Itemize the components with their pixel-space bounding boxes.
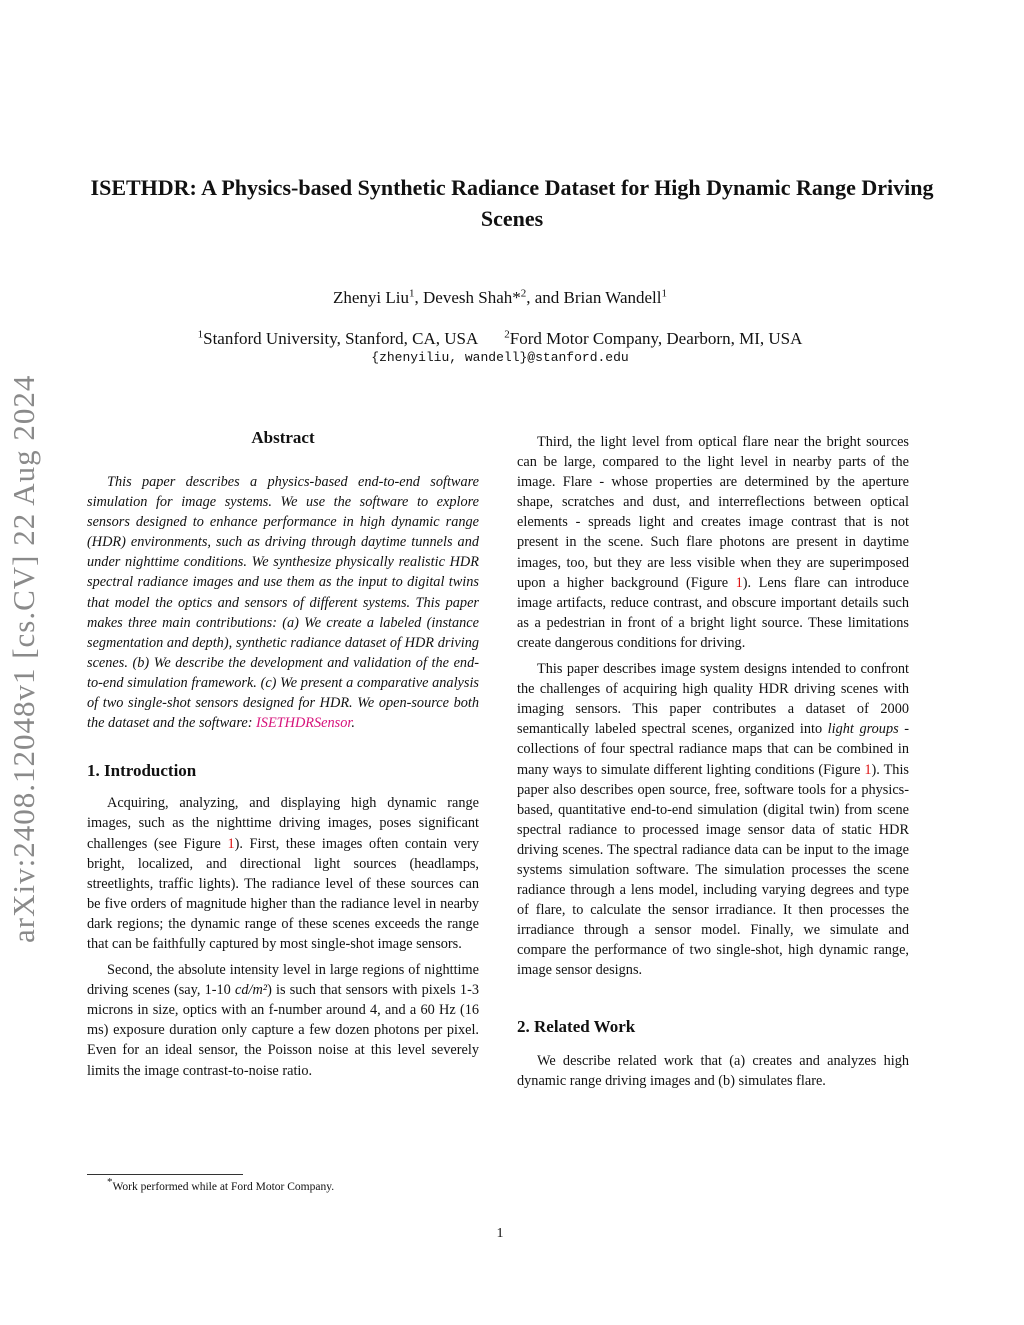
author-name: Zhenyi Liu [333, 288, 410, 307]
author-email: {zhenyiliu, wandell}@stanford.edu [371, 350, 629, 365]
author-affiliation-mark: 1 [661, 287, 667, 300]
related-work-heading: 2. Related Work [517, 1016, 636, 1036]
affiliation-mark: 1 [197, 328, 204, 341]
abstract-body: This paper describes a physics-based end-to-end software simulation for image systems. We use the software to explore sensors designed to enhance performance in high dynamic range (HDR) environments, such as driving through daytime tunnels and under nighttime conditions. We synthesize physically realistic HDR spectral radiance images and use them as the input to digital twins that model the optics and sensors of different systems. This paper makes three main contributions: (a) We create a labeled (instance segmentation and depth), synthetic radiance dataset of HDR driving scenes. (b) We describe the development and validation of the end-to-end simulation framework. (c) We present a comparative analysis of two single-shot sensors designed for HDR. We open-source both the dataset and the software: [87, 474, 479, 732]
isethdrsensor-link[interactable]: ISETHDRSensor [256, 715, 352, 732]
author-affiliation-mark: 1 [409, 287, 415, 300]
arxiv-identifier: arXiv:2408.12048v1 [cs.CV] 22 Aug 2024 [6, 374, 41, 943]
author-name: Brian Wandell [563, 288, 662, 307]
intro-paragraph-4: This paper describes image system designs intended to confront the challenges of acquiring high quality HDR driving scenes with imaging sensors. This paper contributes a dataset of 2000 semantically labeled spectral scenes, organized into light groups - collections of four spectral radiance maps that can be combined in many ways to simulate different lighting conditions (Figure 1). This paper also describes open source, free, software tools for a physics-based, quantitative end-to-end simulation (digital twin) from scene spectral radiance to processed image sensor data of static HDR driving scenes. The spectral radiance data can be input to the image systems simulation software. The simulation processes the scene radiance through a lens model, including varying degrees and type of flare, to calculate the sensor irradiance. It then processes the irradiance through a sensor model. Finally, we simulate and compare the performance of two single-shot, high dynamic range, image sensor designs. [517, 661, 909, 979]
right-column [517, 432, 909, 1097]
page-number: 1 [496, 1226, 504, 1241]
footnote-mark: * [107, 1176, 113, 1189]
footnote-text: Work performed while at Ford Motor Company. [112, 1181, 335, 1193]
intro-paragraph-1: Acquiring, analyzing, and displaying high dynamic range images, such as the nighttime driving images, poses significant challenges (see Figure 1). First, these images often contain very bright, localized, and directional light sources (headlamps, streetlights, traffic lights). The radiance level of these sources can be five orders of magnitude higher than the radiance level in nearby dark regions; the dynamic range of these scenes exceeds the range that can be faithfully captured by most single-shot image sensors. [87, 795, 479, 952]
figure-1-ref[interactable]: 1 [735, 574, 743, 591]
figure-1-ref[interactable]: 1 [864, 761, 872, 778]
author-name: Devesh Shah* [423, 288, 521, 307]
author-list [0, 286, 1000, 310]
affiliations [0, 327, 1000, 351]
related-paragraph-1: We describe related work that (a) creates and analyzes high dynamic range driving images and (b) simulates flare. [517, 1052, 909, 1089]
footnote [87, 1176, 499, 1194]
abstract-end: . [351, 715, 355, 732]
author-affiliation-mark: 2 [520, 287, 527, 300]
affiliation-ford: Ford Motor Company, Dearborn, MI, USA [509, 329, 803, 348]
intro-paragraph-2: Second, the absolute intensity level in large regions of nighttime driving scenes (say, 1-10 cd/m²) is such that sensors with pixels 1-3 microns in size, optics with an f-number around 4, and a 60 Hz (16 ms) exposure duration only capture a few dozen photons per pixel. Even for an ideal sensor, the Poisson noise at this level severely limits the image contrast-to-noise ratio. [87, 962, 479, 1079]
affiliation-mark: 2 [504, 328, 510, 341]
abstract-heading: Abstract [251, 428, 315, 447]
abstract-text [87, 472, 479, 733]
paper-title: ISETHDR: A Physics-based Synthetic Radiance Dataset for High Dynamic Range Driving Scenes [90, 175, 934, 231]
affiliation-stanford: Stanford University, Stanford, CA, USA [203, 329, 479, 348]
unit-math: cd/m² [235, 982, 268, 999]
author-separator: , and [526, 288, 564, 307]
light-groups-term: light groups [827, 721, 899, 738]
left-column [87, 472, 479, 1087]
intro-heading: 1. Introduction [87, 761, 197, 781]
figure-1-ref[interactable]: 1 [227, 835, 235, 852]
intro-paragraph-3: Third, the light level from optical flare near the bright sources can be large, compared to the light level in nearby parts of the image. Flare - whose properties are determined by the aperture shape, scratches and dust, and interreflections between optical elements - spreads light and creates image contrast that is not present in the scene. Such flare photons are present in daytime images, too, but they are less visible when they are superimposed upon a higher background (Figure 1). Lens flare can introduce image artifacts, reduce contrast, and obscure important details such as a pedestrian in front of a bright light source. These limitations create dangerous conditions for driving. [517, 434, 909, 651]
author-separator: , [414, 288, 424, 307]
footnote-rule [87, 1174, 243, 1175]
